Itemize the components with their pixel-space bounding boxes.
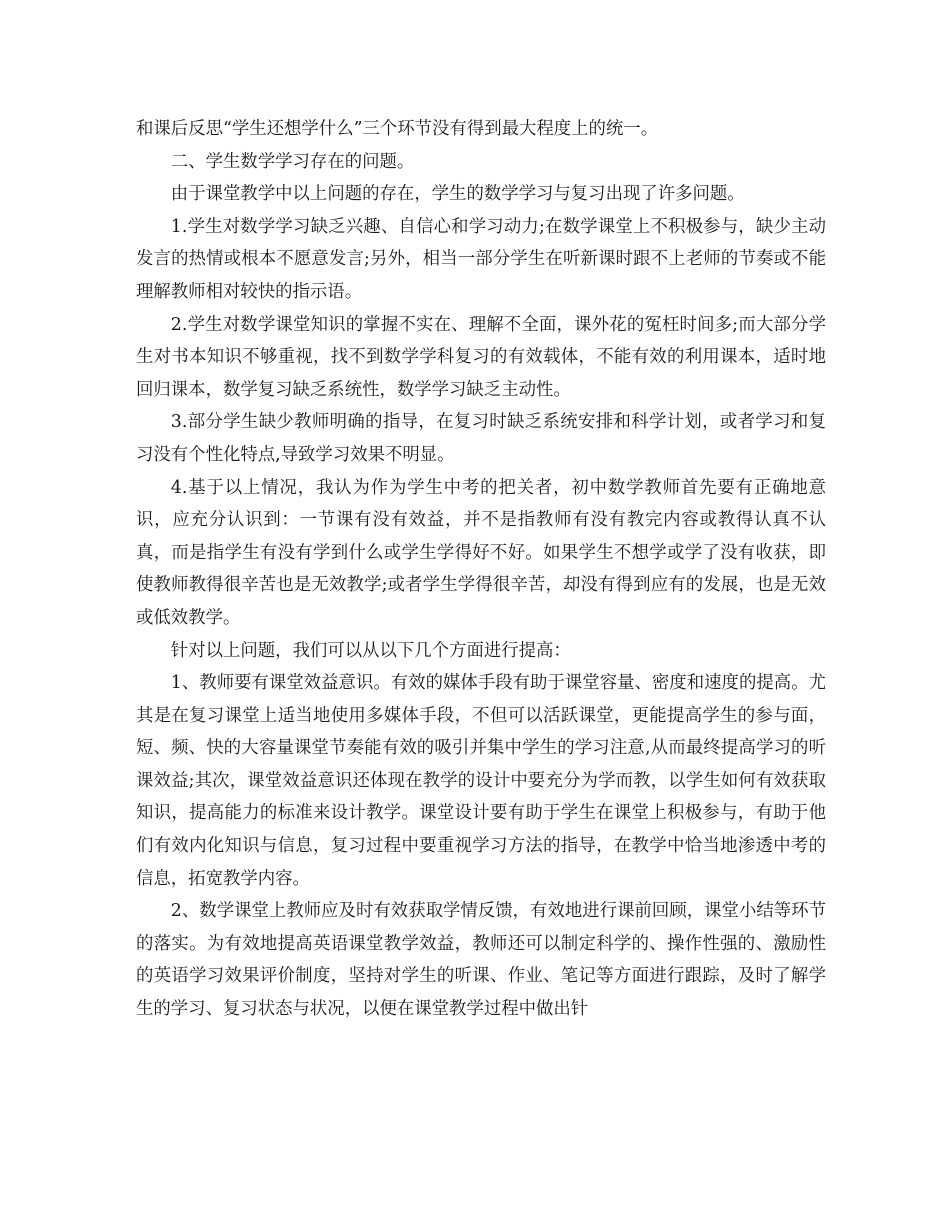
list-item: 4.基于以上情况，我认为作为学生中考的把关者，初中数学教师首先要有正确地意识，应充分认识到：一节课有没有效益，并不是指教师有没有教完内容或教得认真不认真，而是指学生有没有学到什么或学生学得好不好。如果学生不想学或学了没有收获，即使教师教得很辛苦也是无效教学;或者学生学得很辛苦，却没有得到应有的发展，也是无效或低效教学。 xyxy=(136,477,826,628)
list-item: 3.部分学生缺少教师明确的指导，在复习时缺乏系统安排和科学计划，或者学习和复习没有个性化特点,导致学习效果不明显。 xyxy=(136,412,826,465)
paragraph: 针对以上问题，我们可以从以下几个方面进行提高： xyxy=(170,640,571,661)
paragraph: 由于课堂教学中以上问题的存在，学生的数学学习与复习出现了许多问题。 xyxy=(170,184,745,205)
list-item: 2.学生对数学课堂知识的掌握不实在、理解不全面，课外花的冤枉时间多;而大部分学生对书本知识不够重视，找不到数学学科复习的有效载体，不能有效的利用课本，适时地回归课本，数学复习缺乏系统性，数学学习缺乏主动性。 xyxy=(136,314,826,400)
list-item: 1.学生对数学学习缺乏兴趣、自信心和学习动力;在数学课堂上不积极参与，缺少主动发言的热情或根本不愿意发言;另外，相当一部分学生在听新课时跟不上老师的节奏或不能理解教师相对较快的指示语。 xyxy=(136,216,826,302)
document-body xyxy=(136,113,826,1026)
list-item: 1、教师要有课堂效益意识。有效的媒体手段有助于课堂容量、密度和速度的提高。尤其是在复习课堂上适当地使用多媒体手段，不但可以活跃课堂，更能提高学生的参与面，短、频、快的大容量课堂节奏能有效的吸引并集中学生的学习注意,从而最终提高学习的听课效益;其次，课堂效益意识还体现在教学的设计中要充分为学而教，以学生如何有效获取知识，提高能力的标准来设计教学。课堂设计要有助于学生在课堂上积极参与，有助于他们有效内化知识与信息，复习过程中要重视学习方法的指导，在教学中恰当地渗透中考的信息，拓宽教学内容。 xyxy=(136,673,826,889)
paragraph: 和课后反思“学生还想学什么”三个环节没有得到最大程度上的统一。 xyxy=(136,119,659,139)
list-item: 2、数学课堂上教师应及时有效获取学情反馈，有效地进行课前回顾，课堂小结等环节的落实。为有效地提高英语课堂教学效益，教师还可以制定科学的、操作性强的、激励性的英语学习效果评价制度，坚持对学生的听课、作业、笔记等方面进行跟踪，及时了解学生的学习、复习状态与状况，以便在课堂教学过程中做出针 xyxy=(136,901,826,1020)
section-heading: 二、学生数学学习存在的问题。 xyxy=(170,151,415,172)
